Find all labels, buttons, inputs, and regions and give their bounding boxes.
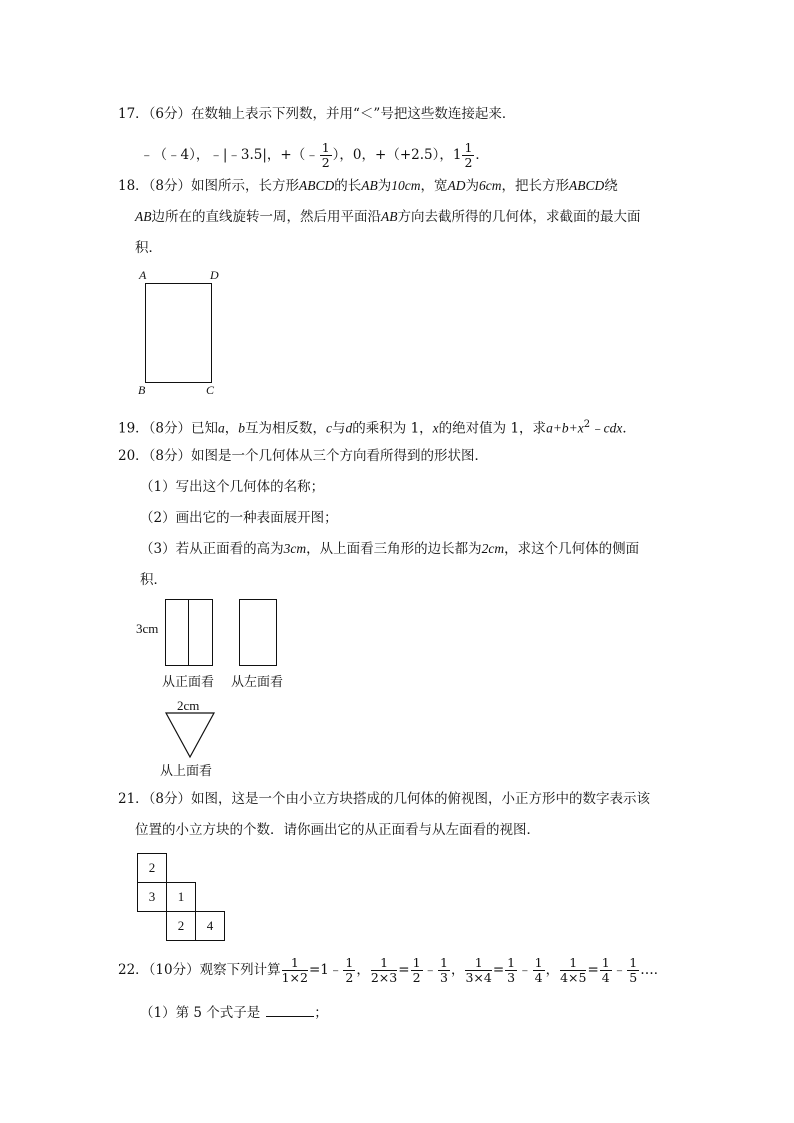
front-view-caption: 从正面看 bbox=[162, 675, 215, 690]
q17-numbers: ﹣（﹣4），﹣|﹣3.5|，+（﹣ $\frac{1}{2}$ ），0，+（+2.5），1 $\frac{1}{2}$ ． bbox=[140, 140, 489, 170]
top-view-caption: 从上面看 bbox=[160, 764, 213, 779]
q18-line2: AB边所在的直线旋转一周，然后用平面沿AB方向去截所得的几何体，求截面的最大面 bbox=[135, 209, 641, 225]
q18-line1: 18．（8分）如图所示，长方形ABCD的长AB为10cm，宽AD为6cm，把长方形ABCD绕 bbox=[118, 178, 618, 194]
grid-cell: 2 bbox=[166, 911, 196, 941]
q20-part3: （3）若从正面看的高为3cm，从上面看三角形的边长都为2cm，求这个几何体的侧面 bbox=[140, 541, 640, 557]
grid-cell: 1 bbox=[166, 882, 196, 912]
grid-cell: 3 bbox=[137, 882, 167, 912]
height-label: 3cm bbox=[136, 621, 159, 636]
q17-mixed-fraction: $\frac{1}{2}$ bbox=[464, 140, 473, 170]
vertex-label-a: A bbox=[139, 268, 147, 282]
vertex-label-c: C bbox=[206, 383, 215, 397]
q22-text: 22．（10分）观察下列计算 $\frac{1}{1\times 2}$ =1﹣ $\frac{1}{2}$ ， $\frac{1}{2\times 3}$ = $\frac{1}{2}$ ﹣ $\frac{1}{3}$ ， $\frac{1}{3\times 4}$ = $\frac{1}{3}$ ﹣ $\frac{1}{4}$ ， $\frac{1}{4\times 5}$ = $\frac{1}{4}$ ﹣ $\frac{1}{5}$ …． bbox=[118, 955, 668, 985]
side-length-label: 2cm bbox=[177, 698, 200, 713]
q21-line1: 21．（8分）如图，这是一个由小立方块搭成的几何体的俯视图，小正方形中的数字表示该 bbox=[118, 791, 651, 807]
q18-line3: 积． bbox=[135, 240, 162, 256]
front-view-divider bbox=[188, 599, 189, 666]
top-view-triangle bbox=[164, 712, 216, 760]
grid-cell: 4 bbox=[195, 911, 225, 941]
q20-part2: （2）画出它的一种表面展开图； bbox=[140, 510, 338, 526]
q20-header: 20．（8分）如图是一个几何体从三个方向看所得到的形状图． bbox=[118, 448, 489, 464]
vertex-label-b: B bbox=[138, 383, 146, 397]
grid-cell: 2 bbox=[137, 853, 167, 883]
vertex-label-d: D bbox=[210, 268, 219, 282]
left-view bbox=[239, 599, 277, 666]
q17-half-fraction: $\frac{1}{2}$ bbox=[321, 140, 330, 170]
rectangle-abcd bbox=[145, 283, 212, 383]
q20-part3-end: 积． bbox=[140, 572, 167, 588]
q19-text: 19．（8分）已知a，b互为相反数，c与d的乘积为 1，x的绝对值为 1，求$a+b+x^2﹣cdx$． bbox=[118, 419, 636, 437]
q21-line2: 位置的小立方块的个数．请你画出它的从正面看与从左面看的视图． bbox=[135, 822, 540, 838]
front-view bbox=[165, 599, 213, 666]
left-view-caption: 从左面看 bbox=[231, 675, 284, 690]
q20-part1: （1）写出这个几何体的名称； bbox=[140, 479, 325, 495]
q17-header: 17．（6分）在数轴上表示下列数，并用“＜”号把这些数连接起来． bbox=[118, 106, 516, 122]
answer-blank[interactable] bbox=[266, 1002, 314, 1017]
q22-part1: （1）第 5 个式子是 ； bbox=[140, 1002, 328, 1023]
